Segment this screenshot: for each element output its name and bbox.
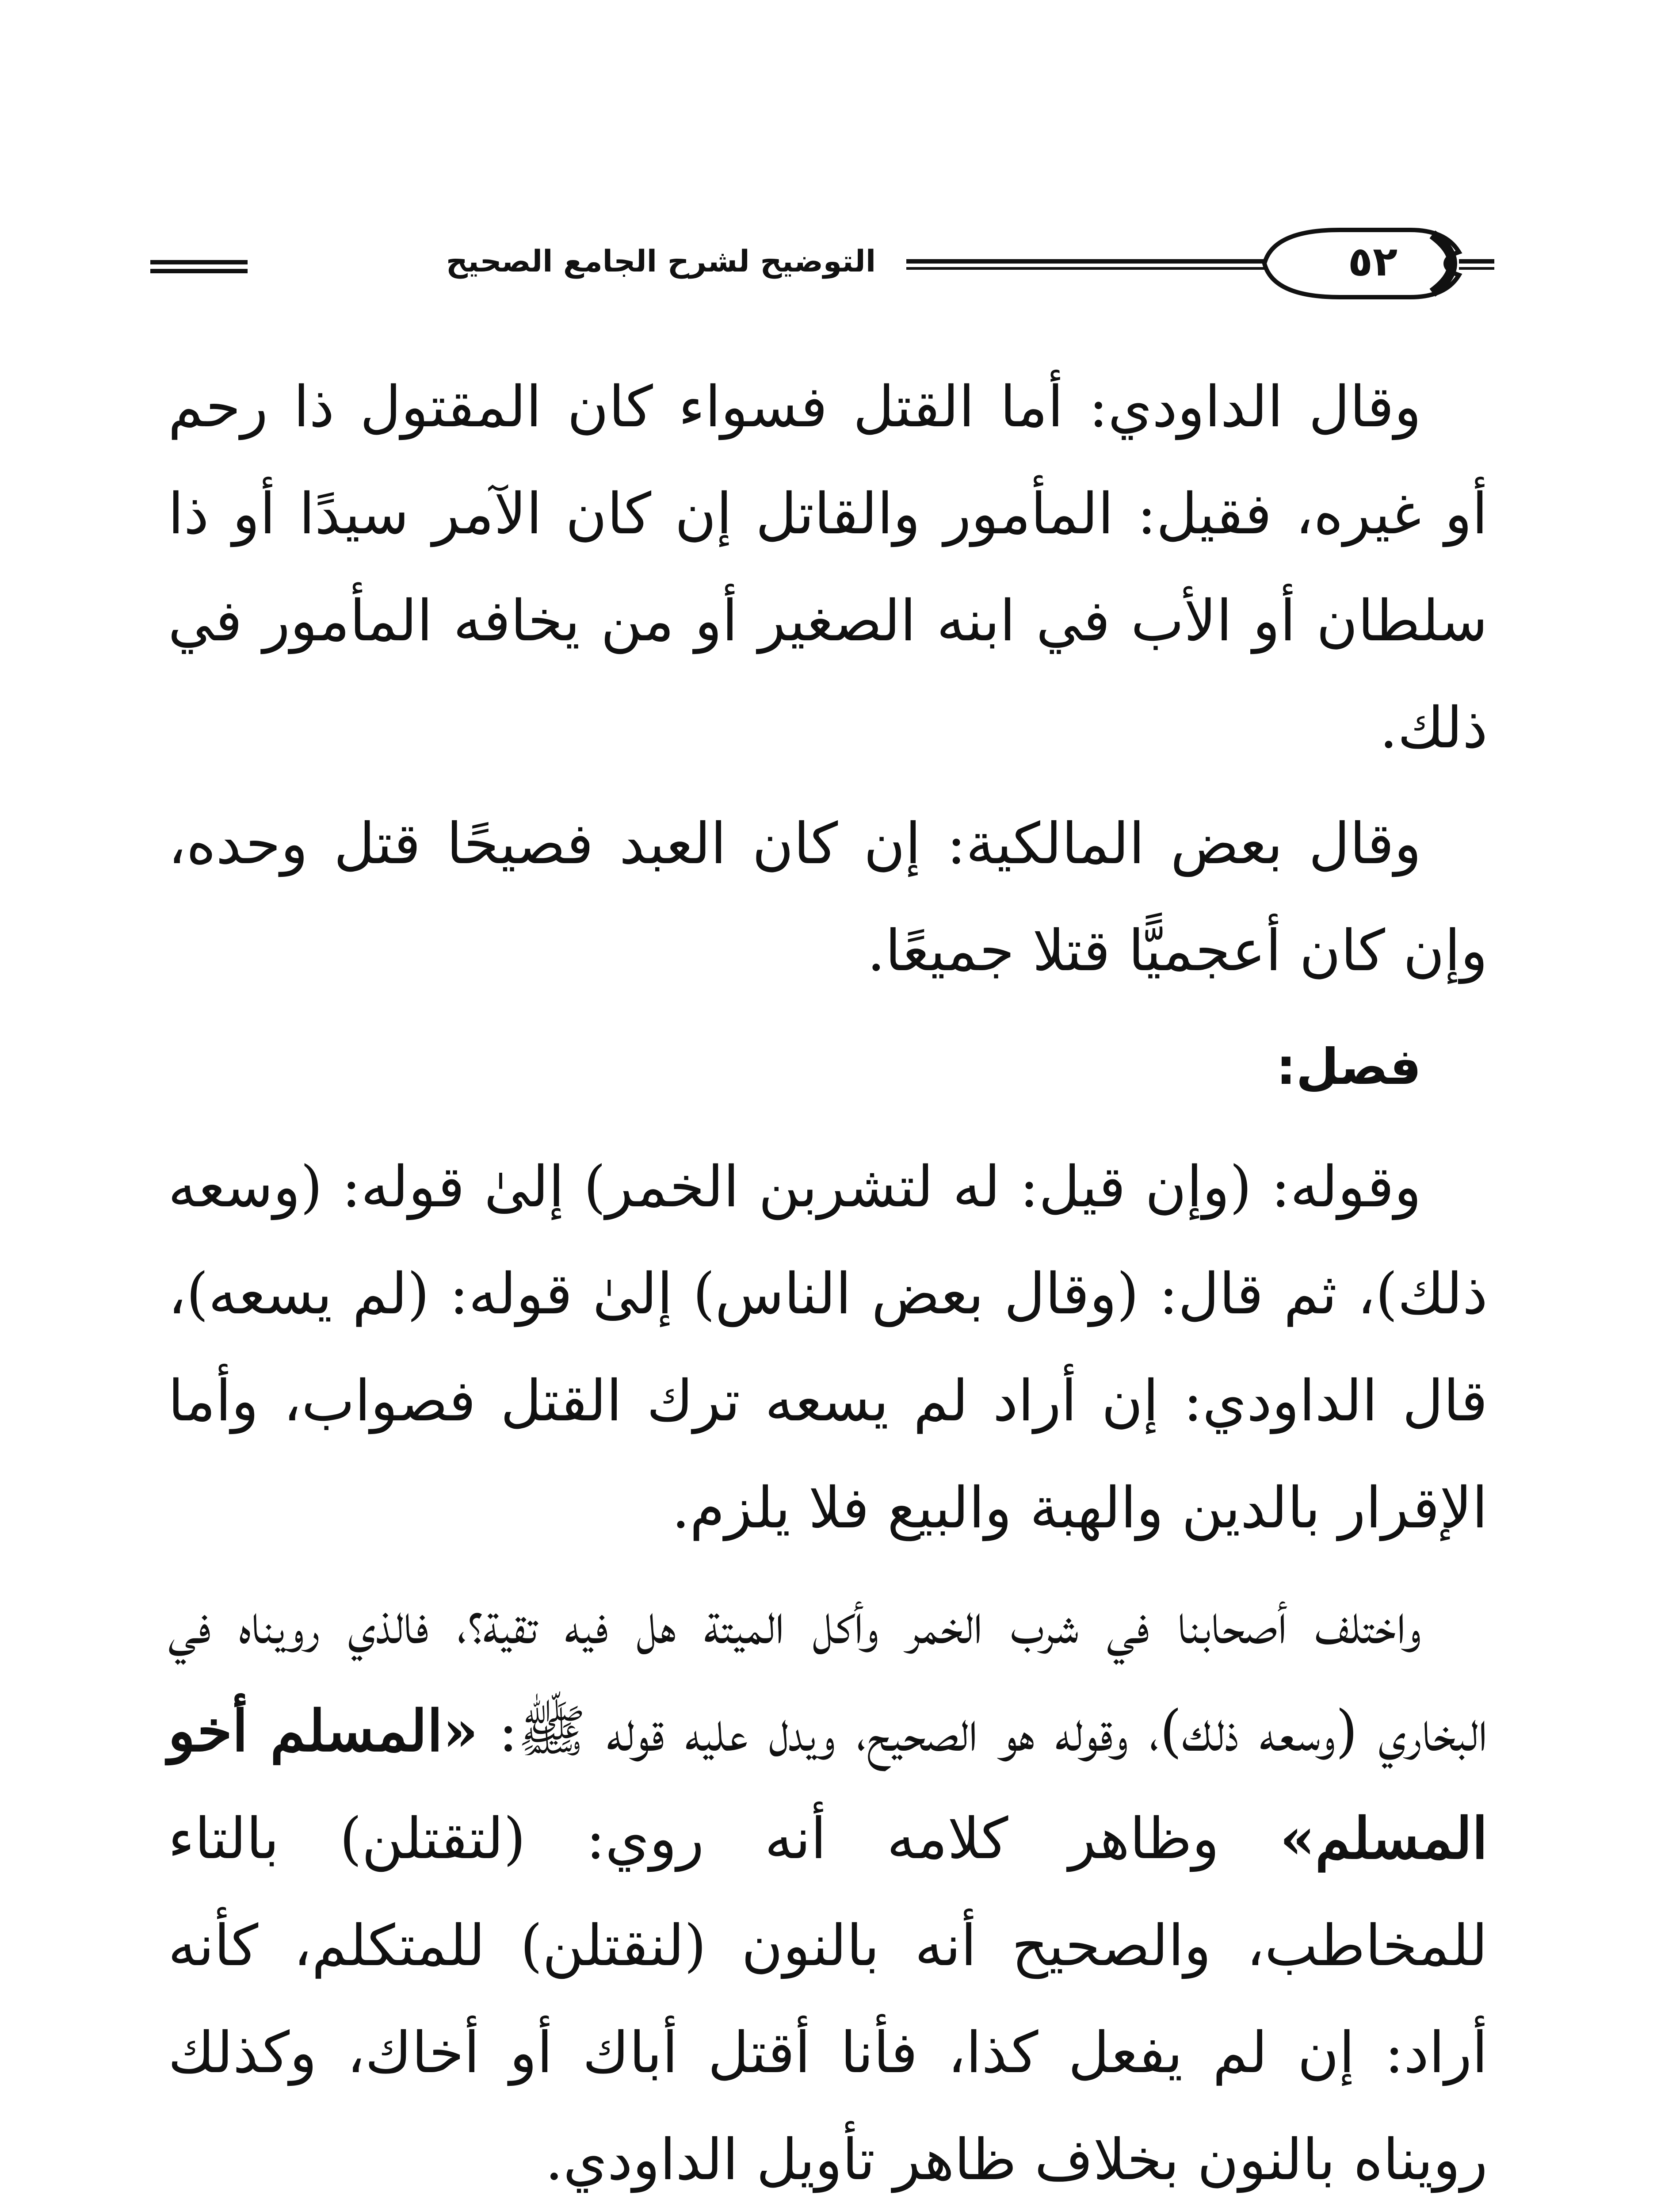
page-body bbox=[168, 354, 1488, 2211]
page-number: ٥٢ bbox=[1348, 238, 1398, 285]
section-heading-1: فصل: bbox=[1276, 1038, 1421, 1096]
paragraph-4-part-b: وظاهر كلامه أنه روي: (لتقتلن) بالتاء للمخاطب، والصحيح أنه بالنون (لنقتلن) للمتكلم، كأنه أراد: إن لم يفعل كذا، فأنا أقتل أباك أو أخاك، وكذلك رويناه بالنون بخلاف ظاهر تأويل الداودي. bbox=[168, 1806, 1488, 2193]
book-title: التوضيح لشرح الجامع الصحيح bbox=[416, 235, 906, 288]
running-header bbox=[150, 221, 1494, 305]
paragraph-4 bbox=[168, 1571, 1488, 2211]
hadith-quote: «المسلم أخو المسلم» bbox=[168, 1698, 1488, 1872]
paragraph-3: وقوله: (وإن قيل: له لتشربن الخمر) إلىٰ قوله: (وسعه ذلك)، ثم قال: (وقال بعض الناس) إلىٰ قوله: (لم يسعه)، قال الداودي: إن أراد لم يسعه ترك القتل فصواب، وأما الإقرار بالدين والهبة والبيع فلا يلزم. bbox=[168, 1154, 1488, 1541]
paragraph-4-part-a: واختلف أصحابنا في شرب الخمر وأكل الميتة هل فيه تقية؟، فالذي رويناه في البخاري (وسعه ذلك)، وقوله هو الصحيح، ويدل عليه قوله ﷺ: bbox=[168, 1591, 1488, 1764]
paragraph-1: وقال الداودي: أما القتل فسواء كان المقتول ذا رحم أو غيره، فقيل: المأمور والقاتل إن كان الآمر سيدًا أو ذا سلطان أو الأب في ابنه الصغير أو من يخافه المأمور في ذلك. bbox=[168, 374, 1488, 761]
paragraph-2: وقال بعض المالكية: إن كان العبد فصيحًا قتل وحده، وإن كان أعجميًّا قتلا جميعًا. bbox=[168, 811, 1488, 984]
